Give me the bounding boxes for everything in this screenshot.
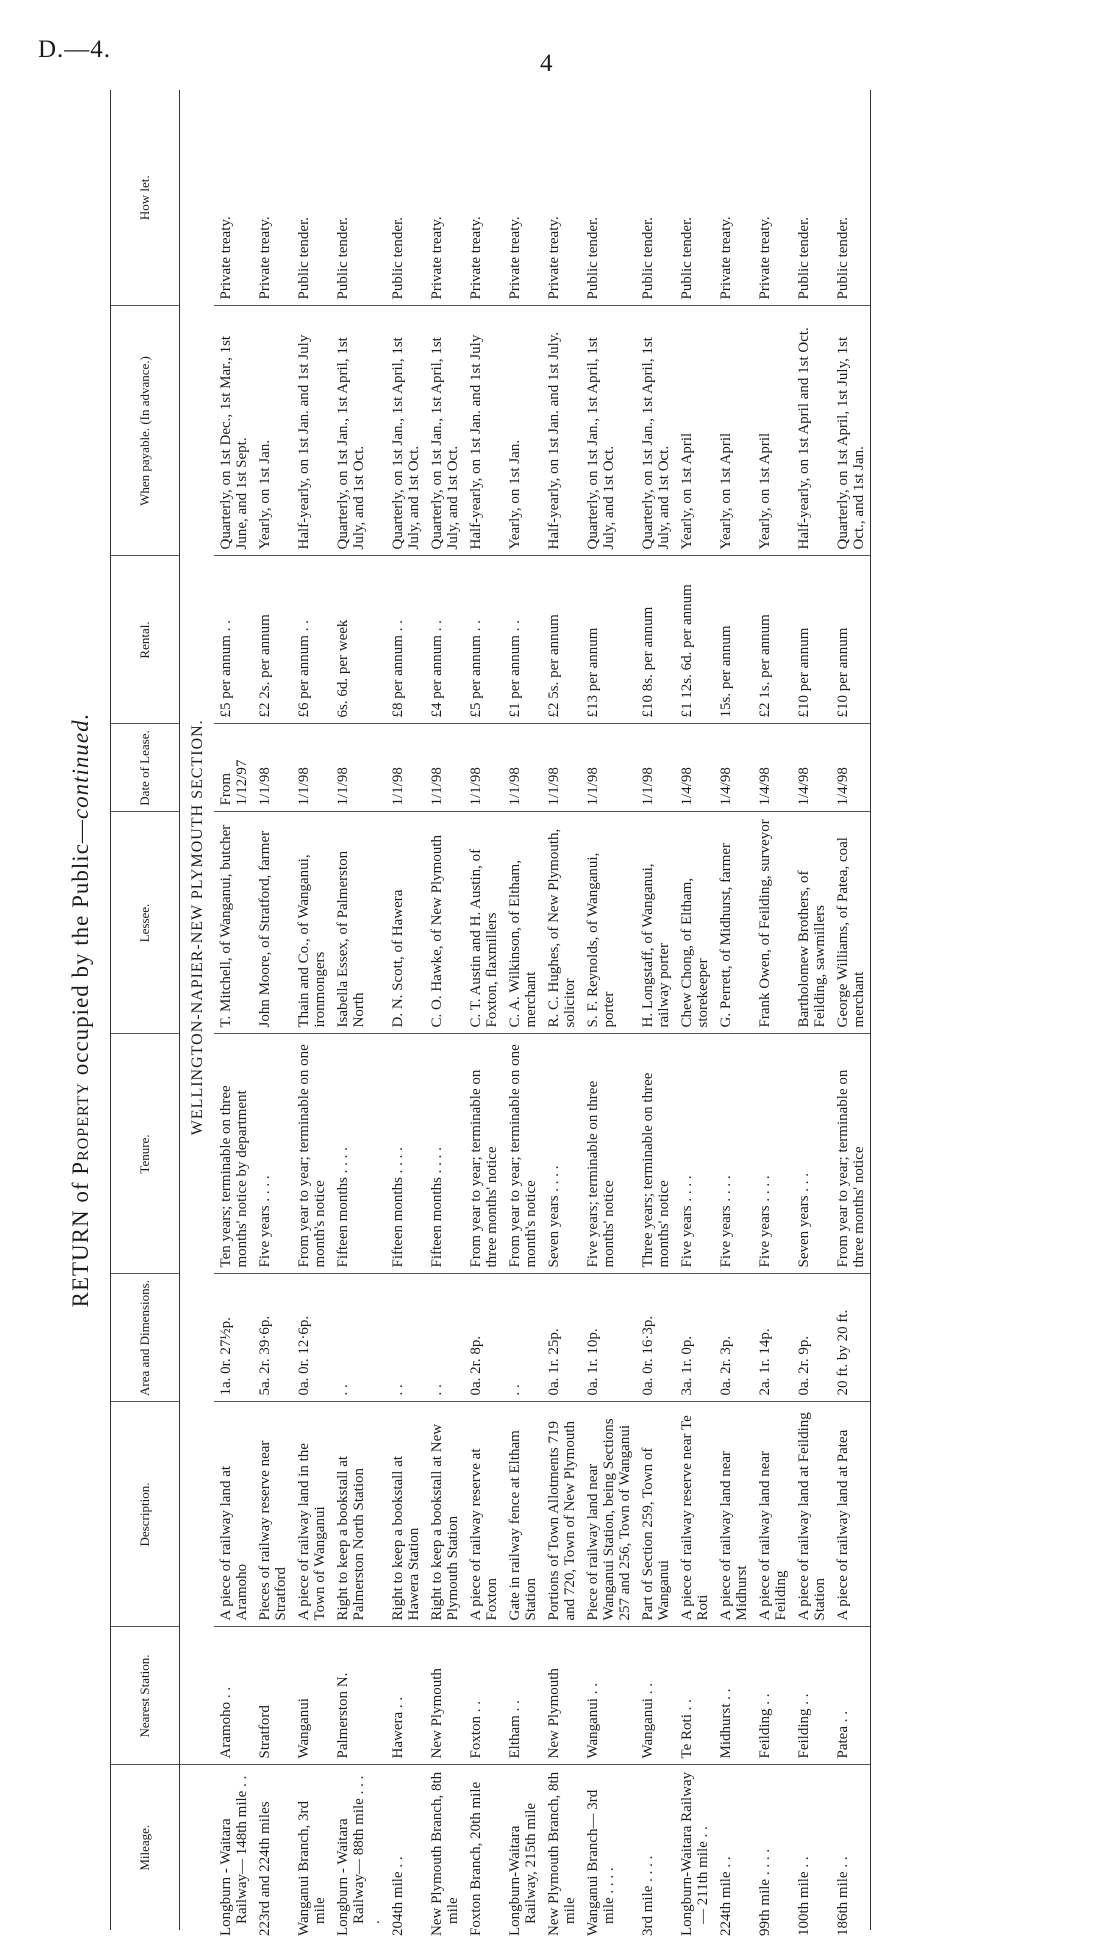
cell-how: Public tender. <box>636 90 675 306</box>
cell-payable: Quarterly, on 1st Dec., 1st Mar., 1st June, and 1st Sept. <box>214 306 253 556</box>
return-title-emphasis: Property <box>68 1081 93 1175</box>
section-spacer <box>180 1765 215 1930</box>
cell-description: Right to keep a bookstall at Hawera Station <box>386 1402 425 1627</box>
table-body <box>180 90 871 1936</box>
cell-area: 0a. 1r. 10p. <box>581 1274 636 1402</box>
column-header-tenure: Tenure. <box>111 1034 180 1274</box>
cell-lessee: C. A. Wilkinson, of Eltham, merchant <box>503 812 542 1034</box>
return-title-continued: continued. <box>68 712 93 820</box>
column-header-area: Area and Dimensions. <box>111 1274 180 1402</box>
table-row <box>831 90 871 1930</box>
cell-rental: £4 per annum . . <box>425 556 464 724</box>
cell-how: Public tender. <box>331 90 386 306</box>
cell-payable: Half-yearly, on 1st Jan. and 1st July <box>464 306 503 556</box>
cell-lessee: John Moore, of Stratford, farmer <box>253 812 292 1034</box>
cell-how: Public tender. <box>675 90 714 306</box>
table-row <box>253 90 292 1930</box>
column-header-date-of-lease: Date of Lease. <box>111 724 180 812</box>
column-header-lessee: Lessee. <box>111 812 180 1034</box>
cell-payable: Quarterly, on 1st April, 1st July, 1st Oct., and 1st Jan. <box>831 306 871 556</box>
cell-mileage: Wanganui Branch, 3rd mile <box>296 1801 328 1936</box>
cell-description: A piece of railway land in the Town of Wanganui <box>292 1402 331 1627</box>
cell-date: 1/4/98 <box>753 724 792 812</box>
cell-station: New Plymouth <box>542 1627 581 1765</box>
cell-how: Private treaty. <box>425 90 464 306</box>
cell-rental: 6s. 6d. per week <box>331 556 386 724</box>
cell-date: 1/1/98 <box>542 724 581 812</box>
cell-description: Portions of Town Allotments 719 and 720, Town of New Plymouth <box>542 1402 581 1627</box>
cell-tenure: Seven years . . . <box>792 1034 831 1274</box>
cell-how: Private treaty. <box>542 90 581 306</box>
cell-lessee: George Williams, of Patea, coal merchant <box>831 812 871 1034</box>
cell-mileage: Foxton Branch, 20th mile <box>468 1781 484 1936</box>
cell-lessee: Frank Owen, of Feilding, surveyor <box>753 812 792 1034</box>
cell-lessee: R. C. Hughes, of New Plymouth, solicitor <box>542 812 581 1034</box>
header-row <box>111 90 180 1930</box>
cell-mileage: Longburn-Waitara Railway, 215th mile <box>507 1802 539 1936</box>
cell-date: 1/4/98 <box>831 724 871 812</box>
return-title-middle: occupied by the Public— <box>68 819 93 1082</box>
column-header-mileage: Mileage. <box>111 1765 180 1930</box>
cell-rental: £10 per annum <box>792 556 831 724</box>
column-header-nearest-station: Nearest Station. <box>111 1627 180 1765</box>
cell-lessee: C. O. Hawke, of New Plymouth <box>425 812 464 1034</box>
cell-payable: Quarterly, on 1st Jan., 1st April, 1st July, and 1st Oct. <box>636 306 675 556</box>
cell-date: 1/4/98 <box>675 724 714 812</box>
cell-how: Public tender. <box>581 90 636 306</box>
cell-description: A piece of railway land at Aramoho <box>214 1402 253 1627</box>
cell-lessee: Thain and Co., of Wanganui, ironmongers <box>292 812 331 1034</box>
cell-description: A piece of railway land near Feilding <box>753 1402 792 1627</box>
cell-tenure: Fifteen months . . . . <box>386 1034 425 1274</box>
section-row <box>180 90 215 1930</box>
cell-how: Private treaty. <box>253 90 292 306</box>
cell-payable: Yearly, on 1st April <box>714 306 753 556</box>
cell-rental: £2 2s. per annum <box>253 556 292 724</box>
cell-station: Feilding . . <box>792 1627 831 1765</box>
cell-description: A piece of railway land near Midhurst <box>714 1402 753 1627</box>
cell-date: 1/4/98 <box>714 724 753 812</box>
cell-tenure: From year to year; terminable on one month's notice <box>292 1034 331 1274</box>
cell-description: Pieces of railway reserve near Stratford <box>253 1402 292 1627</box>
cell-tenure: Ten years; terminable on three months' notice by department <box>214 1034 253 1274</box>
cell-area: . . <box>503 1274 542 1402</box>
cell-area: 5a. 2r. 39·6p. <box>253 1274 292 1402</box>
cell-station: Feilding . . <box>753 1627 792 1765</box>
cell-date: From 1/12/97 <box>214 724 253 812</box>
cell-tenure: Five years . . . . <box>675 1034 714 1274</box>
cell-station: Hawera . . <box>386 1627 425 1765</box>
column-header-how-let: How let. <box>111 90 180 306</box>
table-row <box>503 90 542 1930</box>
table-row <box>425 90 464 1930</box>
cell-how: Private treaty. <box>464 90 503 306</box>
cell-payable: Half-yearly, on 1st Jan. and 1st July <box>292 306 331 556</box>
column-header-rental: Rental. <box>111 556 180 724</box>
cell-payable: Half-yearly, on 1st Jan. and 1st July. <box>542 306 581 556</box>
cell-tenure: From year to year; terminable on one month's notice <box>503 1034 542 1274</box>
cell-lessee: C. T. Austin and H. Austin, of Foxton, flaxmillers <box>464 812 503 1034</box>
cell-tenure: Seven years . . . . <box>542 1034 581 1274</box>
cell-mileage: Wanganui Branch— 3rd mile . . . . <box>585 1789 617 1936</box>
cell-rental: £8 per annum . . <box>386 556 425 724</box>
cell-station: Wanganui . . <box>636 1627 675 1765</box>
cell-rental: £1 per annum . . <box>503 556 542 724</box>
return-title-prefix: RETURN of <box>68 1174 93 1308</box>
table-row <box>464 90 503 1930</box>
cell-rental: £2 1s. per annum <box>753 556 792 724</box>
cell-description: Right to keep a bookstall at New Plymouth Station <box>425 1402 464 1627</box>
cell-mileage: 204th mile . . <box>390 1856 406 1936</box>
cell-payable: Yearly, on 1st April <box>753 306 792 556</box>
table-row <box>636 90 675 1930</box>
cell-station: Foxton . . <box>464 1627 503 1765</box>
cell-rental: £5 per annum . . <box>214 556 253 724</box>
return-title <box>68 90 94 1930</box>
cell-station: Stratford <box>253 1627 292 1765</box>
cell-area: 3a. 1r. 0p. <box>675 1274 714 1402</box>
cell-lessee: Isabella Essex, of Palmerston North <box>331 812 386 1034</box>
cell-how: Private treaty. <box>714 90 753 306</box>
cell-tenure: Five years . . . . <box>714 1034 753 1274</box>
cell-rental: 15s. per annum <box>714 556 753 724</box>
table-row <box>542 90 581 1930</box>
cell-lessee: S. F. Reynolds, of Wanganui, porter <box>581 812 636 1034</box>
cell-rental: £2 5s. per annum <box>542 556 581 724</box>
table-row <box>753 90 792 1930</box>
column-header-description: Description. <box>111 1402 180 1627</box>
cell-description: A piece of railway land at Feilding Station <box>792 1402 831 1627</box>
cell-description: A piece of railway reserve near Te Roti <box>675 1402 714 1627</box>
cell-mileage: Longburn - Waitara Railway— 148th mile . . <box>218 1775 250 1936</box>
cell-area: 0a. 1r. 25p. <box>542 1274 581 1402</box>
cell-area: 2a. 1r. 14p. <box>753 1274 792 1402</box>
cell-description: A piece of railway land at Patea <box>831 1402 871 1627</box>
cell-how: Public tender. <box>792 90 831 306</box>
cell-description: Part of Section 259, Town of Wanganui <box>636 1402 675 1627</box>
cell-area: 0a. 2r. 8p. <box>464 1274 503 1402</box>
cell-mileage: 186th mile . . <box>831 1765 871 1930</box>
cell-area: 0a. 0r. 16·3p. <box>636 1274 675 1402</box>
table-row <box>331 90 386 1930</box>
cell-lessee: D. N. Scott, of Hawera <box>386 812 425 1034</box>
cell-date: 1/1/98 <box>292 724 331 812</box>
cell-payable: Yearly, on 1st Jan. <box>503 306 542 556</box>
cell-payable: Quarterly, on 1st Jan., 1st April, 1st July, and 1st Oct. <box>331 306 386 556</box>
cell-rental: £5 per annum . . <box>464 556 503 724</box>
cell-date: 1/1/98 <box>581 724 636 812</box>
cell-mileage: 224th mile . . <box>718 1856 734 1936</box>
cell-rental: £13 per annum <box>581 556 636 724</box>
table-row <box>581 90 636 1930</box>
cell-lessee: H. Longstaff, of Wanganui, railway porter <box>636 812 675 1034</box>
page-header <box>0 0 1114 80</box>
cell-description: Right to keep a bookstall at Palmerston North Station <box>331 1402 386 1627</box>
cell-mileage: 223rd and 224th miles <box>257 1801 273 1936</box>
cell-mileage: 100th mile . . <box>796 1856 812 1936</box>
document-reference: D.—4. <box>38 36 112 63</box>
cell-station: Wanganui <box>292 1627 331 1765</box>
cell-date: 1/1/98 <box>636 724 675 812</box>
cell-how: Private treaty. <box>503 90 542 306</box>
cell-station: Te Roti . . <box>675 1627 714 1765</box>
cell-payable: Yearly, on 1st April <box>675 306 714 556</box>
cell-rental: £6 per annum . . <box>292 556 331 724</box>
cell-tenure: Five years . . . . <box>253 1034 292 1274</box>
table-row <box>386 90 425 1930</box>
cell-tenure: Five years; terminable on three months' notice <box>581 1034 636 1274</box>
cell-how: Public tender. <box>386 90 425 306</box>
cell-payable: Quarterly, on 1st Jan., 1st April, 1st July, and 1st Oct. <box>386 306 425 556</box>
cell-mileage: Longburn - Waitara Railway— 88th mile . . . . <box>335 1775 383 1936</box>
cell-station: Midhurst . . <box>714 1627 753 1765</box>
cell-description: A piece of railway reserve at Foxton <box>464 1402 503 1627</box>
cell-description: Gate in railway fence at Eltham Station <box>503 1402 542 1627</box>
table-row <box>292 90 331 1930</box>
cell-mileage: New Plymouth Branch, 8th mile <box>429 1771 461 1936</box>
cell-payable: Yearly, on 1st Jan. <box>253 306 292 556</box>
cell-date: 1/4/98 <box>792 724 831 812</box>
cell-mileage: 3rd mile . . . . <box>640 1855 656 1936</box>
rotated-table-page <box>62 90 1072 1936</box>
cell-mileage: New Plymouth Branch, 8th mile <box>546 1771 578 1936</box>
cell-date: 1/1/98 <box>386 724 425 812</box>
cell-how: Private treaty. <box>753 90 792 306</box>
cell-tenure: Fifteen months . . . . <box>331 1034 386 1274</box>
cell-date: 1/1/98 <box>425 724 464 812</box>
cell-mileage: Longburn-Waitara Railway— 211th mile . . <box>679 1771 711 1936</box>
cell-payable: Quarterly, on 1st Jan., 1st April, 1st July, and 1st Oct. <box>581 306 636 556</box>
cell-tenure: Five years . . . . <box>753 1034 792 1274</box>
cell-mileage: 99th mile . . . . <box>757 1848 773 1936</box>
property-return-table <box>110 90 871 1936</box>
table-row <box>214 90 253 1930</box>
cell-tenure: From year to year; terminable on three months' notice <box>831 1034 871 1274</box>
table-row <box>714 90 753 1930</box>
page-number: 4 <box>540 50 553 77</box>
cell-tenure: Three years; terminable on three months' notice <box>636 1034 675 1274</box>
cell-how: Private treaty. <box>214 90 253 306</box>
cell-lessee: T. Mitchell, of Wanganui, butcher <box>214 812 253 1034</box>
cell-station: New Plymouth <box>425 1627 464 1765</box>
cell-lessee: Bartholomew Brothers, of Feilding, sawmillers <box>792 812 831 1034</box>
cell-station: Eltham . . <box>503 1627 542 1765</box>
cell-station: Patea . . <box>831 1627 871 1765</box>
column-header-when-payable: When payable. (In advance.) <box>111 306 180 556</box>
cell-how: Public tender. <box>292 90 331 306</box>
table-row <box>675 90 714 1930</box>
cell-date: 1/1/98 <box>331 724 386 812</box>
cell-area: 0a. 2r. 9p. <box>792 1274 831 1402</box>
cell-lessee: Chew Chong, of Eltham, storekeeper <box>675 812 714 1034</box>
cell-area: . . <box>331 1274 386 1402</box>
cell-area: . . <box>425 1274 464 1402</box>
cell-area: 1a. 0r. 27½p. <box>214 1274 253 1402</box>
cell-payable: Half-yearly, on 1st April and 1st Oct. <box>792 306 831 556</box>
section-title: WELLINGTON-NAPIER-NEW PLYMOUTH SECTION. <box>180 90 215 1765</box>
cell-tenure: Fifteen months . . . . <box>425 1034 464 1274</box>
cell-how: Public tender. <box>831 90 871 306</box>
cell-station: Palmerston N. <box>331 1627 386 1765</box>
cell-rental: £10 per annum <box>831 556 871 724</box>
cell-area: . . <box>386 1274 425 1402</box>
cell-payable: Quarterly, on 1st Jan., 1st April, 1st July, and 1st Oct. <box>425 306 464 556</box>
cell-station: Wanganui . . <box>581 1627 636 1765</box>
cell-station: Aramoho . . <box>214 1627 253 1765</box>
cell-area: 0a. 0r. 12·6p. <box>292 1274 331 1402</box>
table-row <box>792 90 831 1930</box>
cell-area: 0a. 2r. 3p. <box>714 1274 753 1402</box>
cell-rental: £10 8s. per annum <box>636 556 675 724</box>
cell-date: 1/1/98 <box>464 724 503 812</box>
cell-date: 1/1/98 <box>253 724 292 812</box>
cell-description: Piece of railway land near Wanganui Station, being Sections 257 and 256, Town of Wanganui <box>581 1402 636 1627</box>
cell-date: 1/1/98 <box>503 724 542 812</box>
cell-tenure: From year to year; terminable on three months' notice <box>464 1034 503 1274</box>
cell-area: 20 ft. by 20 ft. <box>831 1274 871 1402</box>
cell-rental: £1 12s. 6d. per annum <box>675 556 714 724</box>
cell-lessee: G. Perrett, of Midhurst, farmer <box>714 812 753 1034</box>
